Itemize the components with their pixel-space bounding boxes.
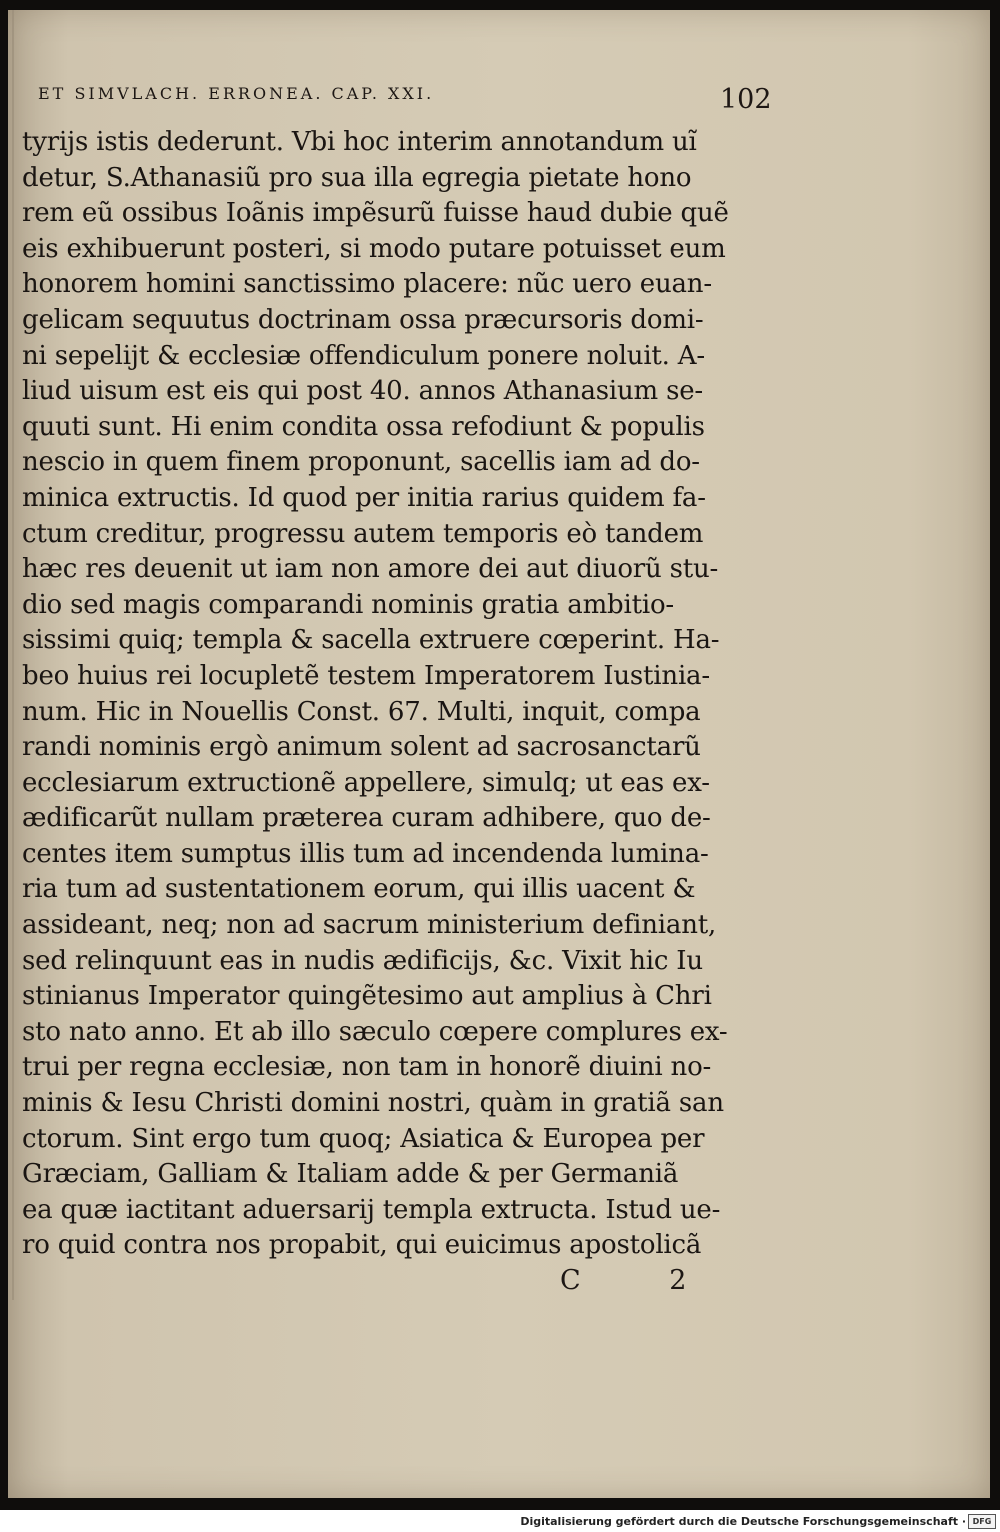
- page-number: 102: [720, 84, 772, 115]
- text-line: liud uisum est eis qui post 40. annos Athanasium se-: [22, 376, 703, 407]
- text-line: randi nominis ergò animum solent ad sacrosanctarũ: [22, 732, 701, 763]
- text-line: ecclesiarum extructionẽ appellere, simulq; ut eas ex-: [22, 767, 710, 798]
- text-line: detur, S.Athanasiũ pro sua illa egregia pietate hono: [22, 162, 692, 193]
- text-line: quuti sunt. Hi enim condita ossa refodiunt & populis: [22, 411, 705, 442]
- running-head: ET SIMVLACH. ERRONEA. CAP. XXI.: [38, 84, 435, 103]
- text-line: dio sed magis comparandi nominis gratia ambitio-: [22, 589, 675, 620]
- body-text: [22, 125, 732, 1264]
- text-line: sed relinquunt eas in nudis ædificijs, &c. Vixit hic Iu: [22, 945, 703, 976]
- dfg-logo-icon: DFG: [968, 1514, 996, 1529]
- text-line: ædificarũt nullam præterea curam adhibere, quo de-: [22, 803, 711, 834]
- text-line: assideant, neq; non ad sacrum ministerium definiant,: [22, 910, 717, 941]
- text-line: num. Hic in Nouellis Const. 67. Multi, inquit, compa: [22, 696, 701, 727]
- page-fold-edge: [12, 10, 14, 1300]
- text-line: beo huius rei locupletẽ testem Imperatorem Iustinia-: [22, 660, 710, 691]
- text-line: sto nato anno. Et ab illo sæculo cœpere complures ex-: [22, 1016, 728, 1047]
- text-line: ctorum. Sint ergo tum quoq; Asiatica & Europea per: [22, 1123, 705, 1154]
- text-line: eis exhibuerunt posteri, si modo putare potuisset eum: [22, 233, 726, 264]
- text-line: ni sepelijt & ecclesiæ offendiculum ponere noluit. A-: [22, 340, 705, 371]
- text-line: Græciam, Galliam & Italiam adde & per Germaniã: [22, 1159, 679, 1190]
- text-line: minis & Iesu Christi domini nostri, quàm in gratiã san: [22, 1088, 724, 1119]
- text-line: sissimi quiq; templa & sacella extruere cœperint. Ha-: [22, 625, 720, 656]
- text-line: nescio in quem finem proponunt, sacellis iam ad do-: [22, 447, 700, 478]
- text-line: trui per regna ecclesiæ, non tam in honorẽ diuini no-: [22, 1052, 712, 1083]
- text-line: tyrijs istis dederunt. Vbi hoc interim annotandum uĩ: [22, 127, 697, 157]
- text-line: centes item sumptus illis tum ad incendenda lumina-: [22, 838, 709, 869]
- text-line: ria tum ad sustentationem eorum, qui illis uacent &: [22, 874, 696, 905]
- footer-bar: [0, 1510, 1000, 1532]
- funding-notice: Digitalisierung gefördert durch die Deutsche Forschungsgemeinschaft ·: [520, 1515, 966, 1528]
- text-line: gelicam sequutus doctrinam ossa præcursoris domi-: [22, 304, 704, 335]
- text-line: ctum creditur, progressu autem temporis eò tandem: [22, 518, 704, 549]
- text-line: stinianus Imperator quingẽtesimo aut amplius à Chri: [22, 981, 712, 1012]
- text-line: rem eũ ossibus Ioãnis impẽsurũ fuisse haud dubie quẽ: [22, 198, 729, 229]
- signature-mark: C 2: [560, 1265, 727, 1296]
- text-line: minica extructis. Id quod per initia rarius quidem fa-: [22, 482, 706, 513]
- text-line: hæc res deuenit ut iam non amore dei aut diuorũ stu-: [22, 554, 719, 585]
- text-line: ro quid contra nos propabit, qui euicimus apostolicã: [22, 1230, 702, 1261]
- text-line: honorem homini sanctissimo placere: nũc uero euan-: [22, 269, 712, 300]
- text-line: ea quæ iactitant aduersarij templa extructa. Istud ue-: [22, 1194, 721, 1225]
